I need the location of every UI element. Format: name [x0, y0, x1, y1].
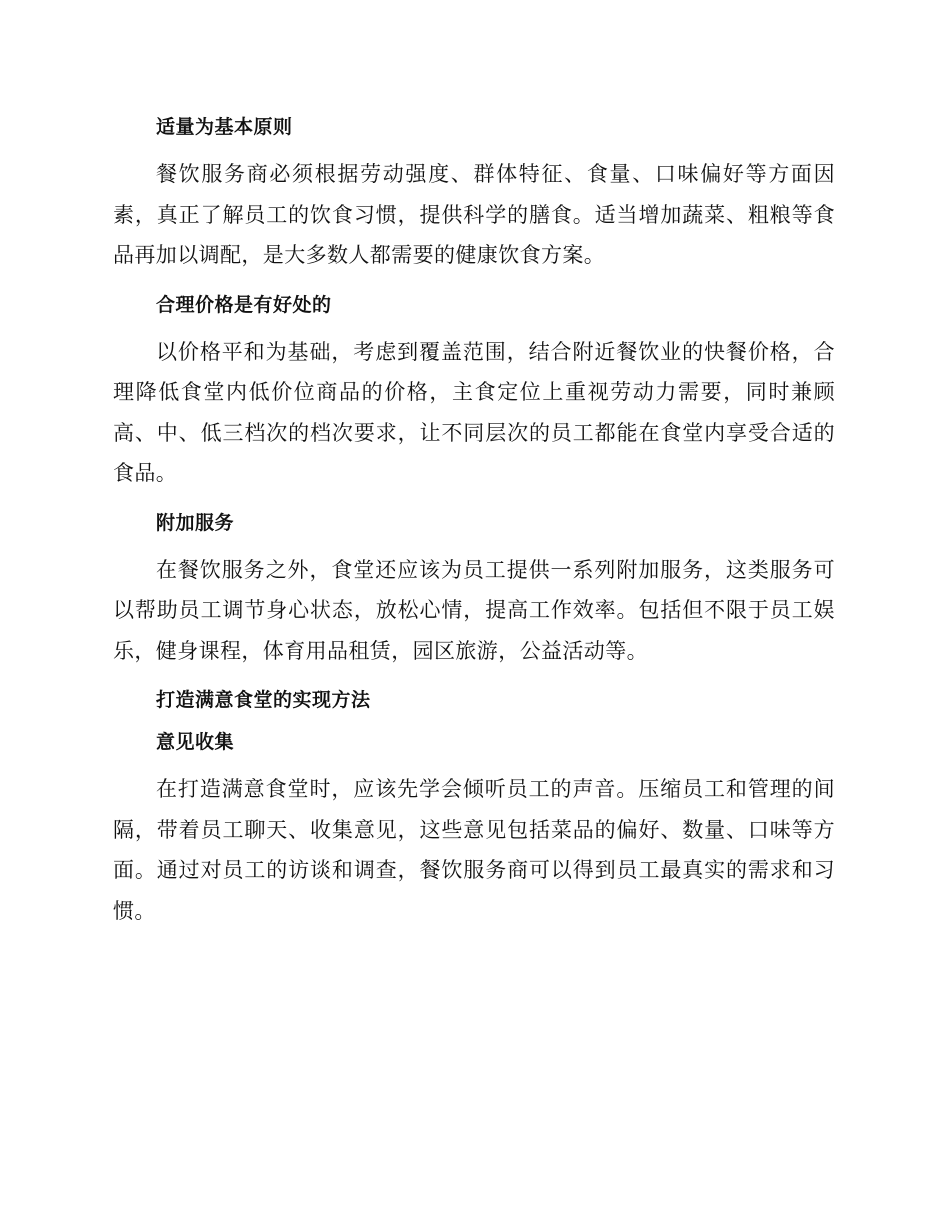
- section-paragraph: 在餐饮服务之外，食堂还应该为员工提供一系列附加服务，这类服务可以帮助员工调节身心状态，放松心情，提高工作效率。包括但不限于员工娱乐，健身课程，体育用品租赁，园区旅游，公益活动等。: [113, 557, 835, 663]
- section-heading: 适量为基本原则: [156, 116, 293, 138]
- document-page: [113, 110, 835, 943]
- section-paragraph: 以价格平和为基础，考虑到覆盖范围，结合附近餐饮业的快餐价格，合理降低食堂内低价位商品的价格，主食定位上重视劳动力需要，同时兼顾高、中、低三档次的档次要求，让不同层次的员工都能在食堂内享受合适的食品。: [113, 339, 835, 485]
- section-heading: 合理价格是有好处的: [156, 293, 332, 316]
- section-heading: 意见收集: [156, 731, 235, 753]
- section-heading: 打造满意食堂的实现方法: [156, 689, 371, 711]
- section-heading: 附加服务: [156, 511, 235, 534]
- section-paragraph: 在打造满意食堂时，应该先学会倾听员工的声音。压缩员工和管理的间隔，带着员工聊天、收集意见，这些意见包括菜品的偏好、数量、口味等方面。通过对员工的访谈和调查，餐饮服务商可以得到员工最真实的需求和习惯。: [113, 777, 835, 923]
- section-paragraph: 餐饮服务商必须根据劳动强度、群体特征、食量、口味偏好等方面因素，真正了解员工的饮食习惯，提供科学的膳食。适当增加蔬菜、粗粮等食品再加以调配，是大多数人都需要的健康饮食方案。: [113, 162, 835, 267]
